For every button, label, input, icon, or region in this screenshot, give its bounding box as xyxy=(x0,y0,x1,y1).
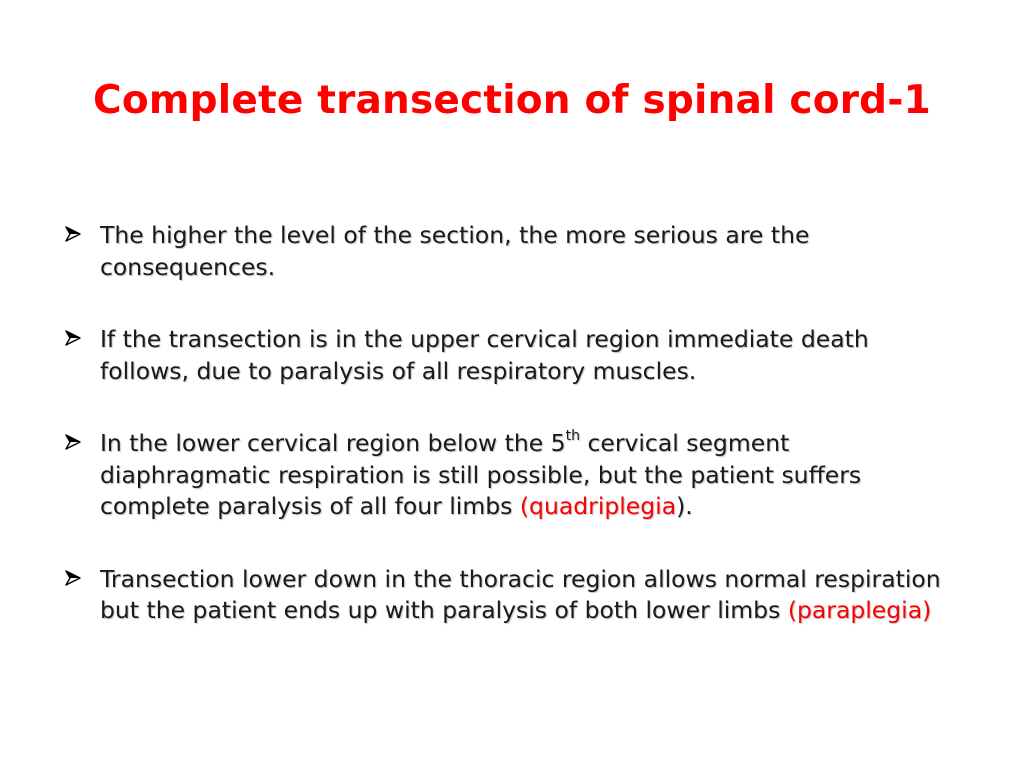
arrow-bullet-icon xyxy=(64,569,82,587)
superscript: th xyxy=(565,428,580,445)
bullet-list xyxy=(58,220,958,668)
bullet-item xyxy=(58,428,958,523)
term-highlight: (quadriplegia xyxy=(519,492,677,520)
bullet-item xyxy=(58,564,958,627)
bullet-text: Transection lower down in the thoracic region allows normal respiration but the patient ends up with paralysis of both lower limbs xyxy=(100,564,941,624)
term-highlight: (paraplegia) xyxy=(787,596,932,624)
bullet-text: In the lower cervical region below the 5 xyxy=(100,429,566,457)
slide-title: Complete transection of spinal cord-1 xyxy=(93,78,931,123)
bullet-item xyxy=(58,324,958,387)
bullet-text: The higher the level of the section, the more serious are the consequences. xyxy=(100,221,810,281)
bullet-item xyxy=(58,220,958,283)
arrow-bullet-icon xyxy=(64,433,82,451)
bullet-text-end: ). xyxy=(676,492,693,520)
arrow-bullet-icon xyxy=(64,329,82,347)
bullet-text: If the transection is in the upper cervical region immediate death follows, due to paralysis of all respiratory muscles. xyxy=(100,325,869,385)
bullet-text-continued: cervical segment diaphragmatic respiration is still possible, but the patient suffers complete paralysis of all four limbs xyxy=(100,429,862,520)
arrow-bullet-icon xyxy=(64,225,82,243)
